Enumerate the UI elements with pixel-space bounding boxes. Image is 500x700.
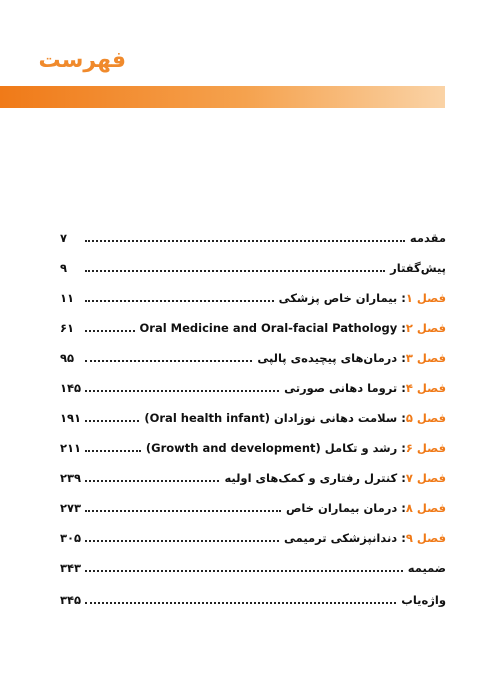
chapter-label: فصل ۹ (405, 531, 446, 545)
page-number: ۳۴۵ (60, 593, 82, 607)
page-number: ۲۳۹ (60, 471, 82, 485)
chapter-title: رشد و تکامل (Growth and development) (145, 441, 398, 455)
dot-leader (85, 601, 396, 604)
chapter-label: فصل ۳ (405, 351, 446, 365)
chapter-label: فصل ۱ (405, 291, 446, 305)
dot-leader (85, 479, 219, 482)
chapter-title: کنترل رفتاری و کمک‌های اولیه (224, 471, 398, 485)
toc-entry[interactable] (60, 577, 446, 607)
dot-leader (85, 449, 141, 452)
dot-leader (85, 389, 279, 392)
page-number: ۳۰۵ (60, 531, 82, 545)
dot-leader (85, 269, 385, 272)
page-number: ۲۷۳ (60, 501, 82, 515)
dot-leader (85, 539, 279, 542)
chapter-label: فصل ۲ (405, 321, 446, 335)
chapter-title: دندانپزشکی ترمیمی (283, 531, 398, 545)
chapter-label: فصل ۵ (405, 411, 446, 425)
chapter-title: پیش‌گفتار (390, 261, 446, 275)
toc-entry[interactable] (60, 545, 446, 575)
page-number: ۱۱ (60, 291, 75, 305)
chapter-title: بیماران خاص پزشکی (278, 291, 398, 305)
toc-entry[interactable] (60, 215, 446, 245)
page-number: ۶۱ (60, 321, 75, 335)
chapter-label: فصل ۸ (405, 501, 446, 515)
toc-entry-title: فصل ۱: بیماران خاص پزشکی (278, 291, 446, 305)
chapter-title: درمان بیماران خاص (285, 501, 398, 515)
dot-leader (85, 359, 252, 362)
page-number: ۹ (60, 261, 68, 275)
toc-entry-title (406, 561, 446, 575)
page-title: فهرست (38, 48, 126, 73)
dot-leader (85, 299, 274, 302)
toc-entry-title (408, 231, 446, 245)
chapter-title: مقدمه (409, 231, 446, 245)
toc-entry-title (388, 261, 446, 275)
dot-leader (85, 569, 403, 572)
toc-entry-title: فصل ۲: Oral Medicine and Oral-facial Pathology (139, 321, 446, 335)
chapter-title: ضمیمه (407, 561, 446, 575)
toc-entry-title: فصل ۹: دندانپزشکی ترمیمی (283, 531, 446, 545)
toc-entry[interactable] (60, 335, 446, 365)
toc-entry[interactable] (60, 515, 446, 545)
toc-entry[interactable] (60, 275, 446, 305)
page-number: ۱۴۵ (60, 381, 82, 395)
toc-entry[interactable] (60, 485, 446, 515)
toc-entry[interactable] (60, 245, 446, 275)
chapter-title: Oral Medicine and Oral-facial Pathology (139, 321, 398, 335)
chapter-title: واژه‌یاب (401, 593, 446, 607)
chapter-label: فصل ۶ (405, 441, 446, 455)
toc-entry-title: فصل ۷: کنترل رفتاری و کمک‌های اولیه (224, 471, 446, 485)
chapter-title: سلامت دهانی نوزادان (Oral health infant) (144, 411, 398, 425)
dot-leader (85, 509, 281, 512)
title-banner-band (0, 86, 445, 108)
dot-leader (85, 239, 405, 242)
toc-entry[interactable] (60, 305, 446, 335)
toc-entry-title (399, 593, 446, 607)
page-number: ۱۹۱ (60, 411, 82, 425)
page-number: ۲۱۱ (60, 441, 82, 455)
toc-entry-title: فصل ۳: درمان‌های پیچیده‌ی پالپی (257, 351, 446, 365)
toc-entry-title: فصل ۶: رشد و تکامل (Growth and development) (145, 441, 446, 455)
table-of-contents (60, 215, 446, 607)
toc-entry[interactable] (60, 425, 446, 455)
toc-entry-title: فصل ۴: تروما دهانی صورتی (284, 381, 446, 395)
dot-leader (85, 419, 139, 422)
toc-entry[interactable] (60, 455, 446, 485)
dot-leader (85, 329, 135, 332)
chapter-label: فصل ۷ (405, 471, 446, 485)
toc-entry-title: فصل ۸: درمان بیماران خاص (285, 501, 446, 515)
chapter-title: تروما دهانی صورتی (284, 381, 398, 395)
page-number: ۳۴۳ (60, 561, 82, 575)
toc-entry[interactable] (60, 395, 446, 425)
chapter-title: درمان‌های پیچیده‌ی پالپی (257, 351, 398, 365)
chapter-label: فصل ۴ (405, 381, 446, 395)
page-number: ۹۵ (60, 351, 75, 365)
toc-entry[interactable] (60, 365, 446, 395)
toc-entry-title: فصل ۵: سلامت دهانی نوزادان (Oral health infant) (144, 411, 446, 425)
page-number: ۷ (60, 231, 68, 245)
